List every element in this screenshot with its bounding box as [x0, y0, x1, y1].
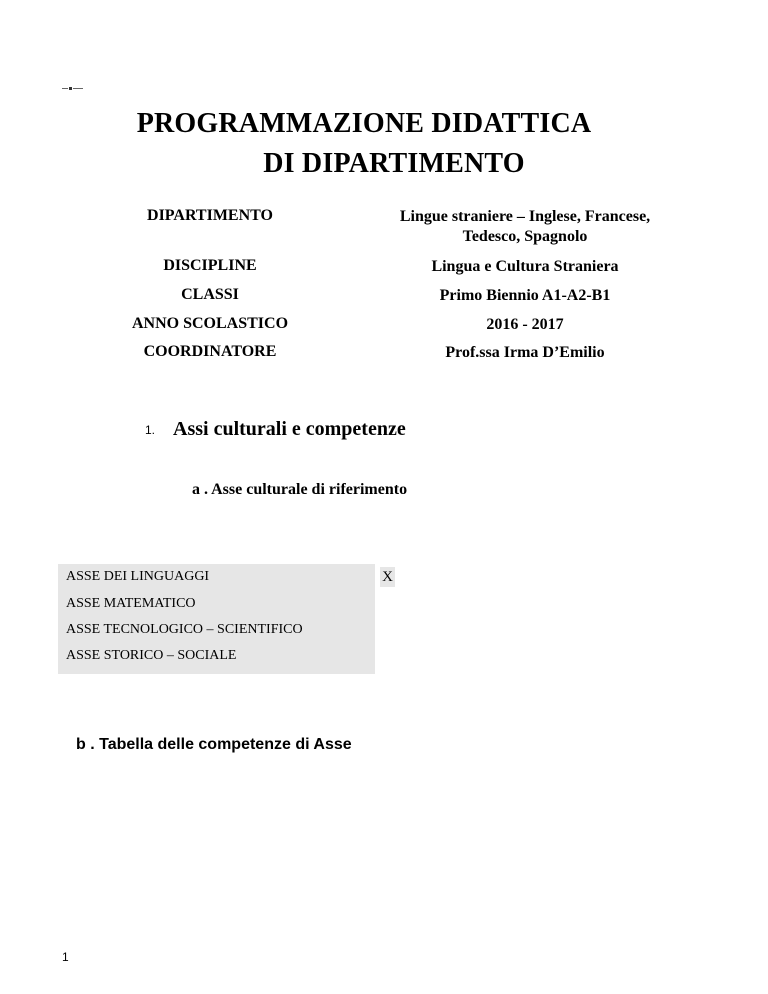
asse-item: ASSE DEI LINGUAGGI — [66, 569, 210, 584]
discipline-value: Lingua e Cultura Straniera — [431, 258, 619, 275]
subsection-b-title: b . Tabella delle competenze di Asse — [76, 736, 352, 753]
document-title-line1: PROGRAMMAZIONE DIDATTICA — [136, 108, 592, 139]
anno-value: 2016 - 2017 — [486, 316, 564, 333]
classi-label: CLASSI — [181, 286, 239, 303]
dipartimento-value — [350, 207, 700, 247]
dipartimento-value-line2: Tedesco, Spagnolo — [462, 228, 588, 245]
anno-label: ANNO SCOLASTICO — [131, 315, 289, 332]
asse-item: ASSE STORICO – SOCIALE — [66, 648, 237, 663]
asse-list — [58, 564, 375, 674]
dipartimento-value-line1: Lingue straniere – Inglese, Francese, — [399, 208, 651, 225]
asse-item: ASSE MATEMATICO — [66, 596, 196, 611]
dipartimento-label: DIPARTIMENTO — [147, 207, 273, 224]
section-number: 1. — [145, 423, 156, 437]
subsection-a-title: a . Asse culturale di riferimento — [192, 481, 408, 498]
document-title-line2: DI DIPARTIMENTO — [263, 148, 525, 179]
classi-value: Primo Biennio A1-A2-B1 — [439, 287, 611, 304]
coordinatore-value: Prof.ssa Irma D’Emilio — [445, 344, 605, 361]
selected-mark: X — [380, 567, 395, 587]
header-mark — [62, 88, 84, 90]
section-heading — [145, 418, 406, 441]
section-title: Assi culturali e competenze — [173, 418, 406, 440]
page-number: 1 — [62, 950, 69, 964]
coordinatore-label: COORDINATORE — [143, 343, 277, 360]
asse-item: ASSE TECNOLOGICO – SCIENTIFICO — [66, 622, 303, 637]
discipline-label: DISCIPLINE — [163, 257, 257, 274]
